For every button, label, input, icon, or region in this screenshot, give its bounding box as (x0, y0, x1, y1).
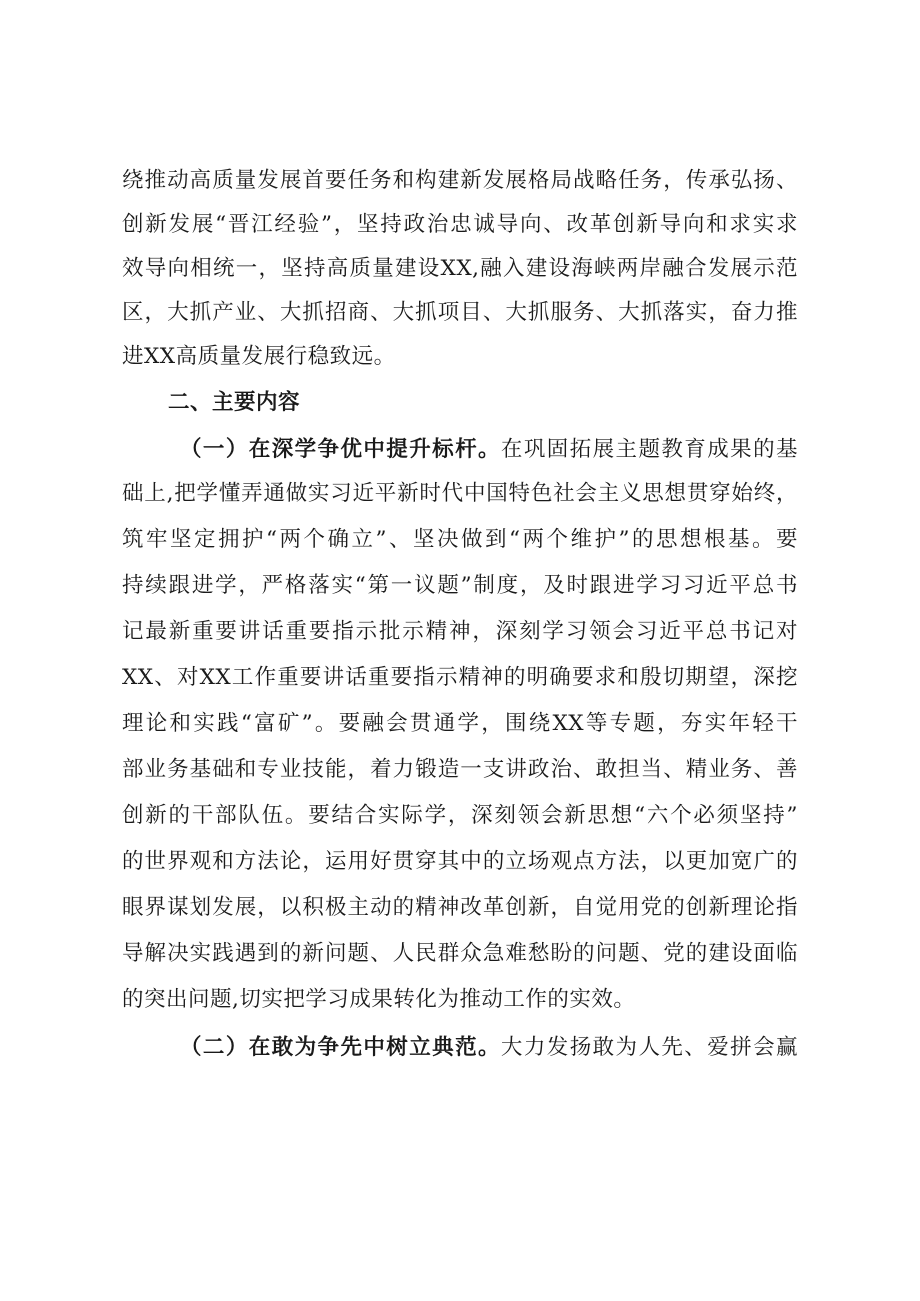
paragraph-line: 眼界谋划发展，以积极主动的精神改革创新，自觉用党的创新理论指 (122, 895, 798, 920)
paragraph-line: 础上,把学懂弄通做实习近平新时代中国特色社会主义思想贯穿始终， (122, 481, 798, 506)
paragraph-line: 效导向相统一，坚持高质量建设XX,融入建设海峡两岸融合发展示范 (122, 256, 798, 281)
item-1-first-line-text: 在巩固拓展主题教育成果的基 (500, 437, 798, 462)
paragraph-line: 绕推动高质量发展首要任务和构建新发展格局战略任务，传承弘扬、 (122, 168, 798, 193)
paragraph-line: 的世界观和方法论，运用好贯穿其中的立场观点方法，以更加宽广的 (122, 849, 798, 874)
paragraph-line: 记最新重要讲话重要指示批示精神，深刻学习领会习近平总书记对 (122, 619, 798, 644)
paragraph-line: 部业务基础和专业技能，着力锻造一支讲政治、敢担当、精业务、善 (122, 757, 798, 782)
paragraph-line: 理论和实践“富矿”。要融会贯通学，围绕XX等专题，夯实年轻干 (122, 711, 798, 736)
paragraph-line: 创新的干部队伍。要结合实际学，深刻领会新思想“六个必须坚持” (122, 803, 798, 828)
item-2-title: （二）在敢为争先中树立典范。 (180, 1035, 501, 1060)
item-2-first-line (180, 1028, 798, 1068)
paragraph-line: 区，大抓产业、大抓招商、大抓项目、大抓服务、大抓落实，奋力推 (122, 300, 798, 325)
paragraph-line: XX、对XX工作重要讲话重要指示精神的明确要求和殷切期望，深挖 (122, 665, 798, 690)
section-heading: 二、主要内容 (168, 390, 301, 415)
paragraph-line: 持续跟进学，严格落实“第一议题”制度，及时跟进学习习近平总书 (122, 573, 798, 598)
paragraph-line: 的突出问题,切实把学习成果转化为推动工作的实效。 (122, 987, 636, 1012)
item-2-first-line-text: 大力发扬敢为人先、爱拼会赢 (500, 1035, 798, 1060)
item-1-title: （一）在深学争优中提升标杆。 (180, 437, 501, 462)
paragraph-line: 创新发展“晋江经验”，坚持政治忠诚导向、改革创新导向和求实求 (122, 212, 798, 237)
paragraph-line: 进XX高质量发展行稳致远。 (122, 344, 396, 369)
paragraph-line: 导解决实践遇到的新问题、人民群众急难愁盼的问题、党的建设面临 (122, 941, 798, 966)
paragraph-line: 筑牢坚定拥护“两个确立”、坚决做到“两个维护”的思想根基。要 (122, 527, 798, 552)
item-1-first-line (180, 430, 798, 470)
